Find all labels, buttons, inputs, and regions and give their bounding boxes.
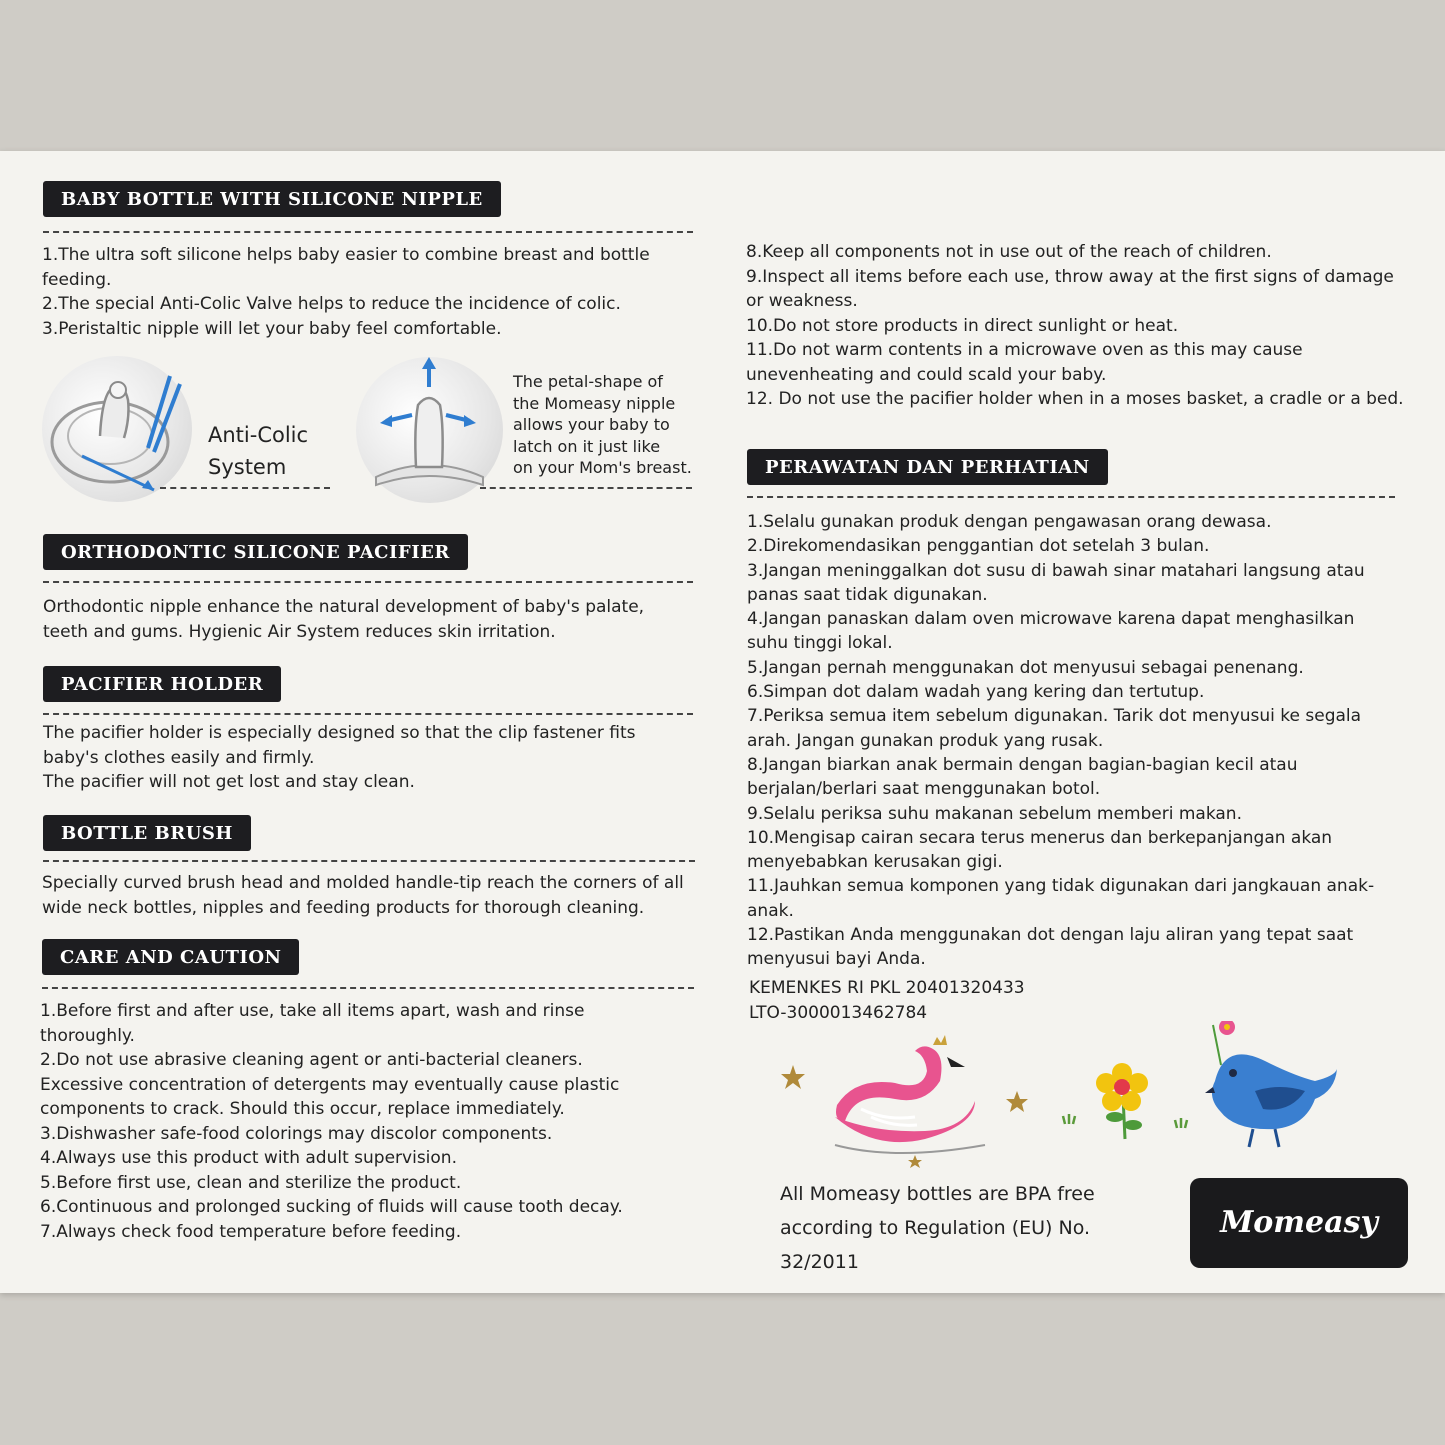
list-item: 12. Do not use the pacifier holder when in a moses basket, a cradle or a bed.: [746, 389, 1404, 409]
list-item: 2.Direkomendasikan penggantian dot setelah 3 bulan.: [747, 536, 1210, 557]
divider: [43, 231, 693, 233]
petal-pointer-line: [480, 487, 692, 489]
section-header-baby-bottle: BABY BOTTLE WITH SILICONE NIPPLE: [43, 181, 501, 217]
registration-numbers: [749, 976, 1149, 1025]
decorative-illustrations: [775, 1021, 1355, 1171]
bird-icon: [1205, 1021, 1337, 1147]
list-item: 4.Jangan panaskan dalam oven microwave karena dapat menghasilkan suhu tinggi lokal.: [747, 609, 1355, 654]
list-item: 7.Periksa semua item sebelum digunakan. Tarik dot menyusui ke segala arah. Jangan gunakan produk yang rusak.: [747, 706, 1362, 751]
list-item: 8.Jangan biarkan anak bermain dengan bagian-bagian kecil atau berjalan/berlari saat menggunakan botol.: [747, 754, 1298, 800]
perawatan-list: [747, 510, 1397, 972]
bottle-feature-2: 2.The special Anti-Colic Valve helps to reduce the incidence of colic.: [42, 294, 621, 314]
list-item: 1.Selalu gunakan produk dengan pengawasan orang dewasa.: [747, 512, 1272, 532]
bottle-feature-1: 1.The ultra soft silicone helps baby easier to combine breast and bottle feeding.: [42, 245, 650, 290]
anti-colic-caption: Anti-Colic System: [208, 423, 309, 479]
divider: [43, 713, 693, 715]
list-item: 4.Always use this product with adult supervision.: [40, 1148, 457, 1168]
list-item: 6.Continuous and prolonged sucking of fluids will cause tooth decay.: [40, 1197, 623, 1217]
divider: [747, 496, 1395, 498]
nipple-illustration-icon: [42, 356, 192, 502]
divider: [42, 987, 694, 989]
list-item: 11.Do not warm contents in a microwave oven as this may cause unevenheating and could scald your baby.: [746, 340, 1303, 385]
list-item: 6.Simpan dot dalam wadah yang kering dan tertutup.: [747, 682, 1205, 703]
momeasy-logo: [1190, 1178, 1408, 1268]
care-caution-list-continued: [746, 240, 1410, 412]
bottle-feature-3: 3.Peristaltic nipple will let your baby feel comfortable.: [42, 318, 502, 339]
swan-icon: [835, 1035, 985, 1153]
flower-icon: [1096, 1063, 1148, 1139]
list-item: 3.Jangan meninggalkan dot susu di bawah sinar matahari langsung atau panas saat tidak digunakan.: [747, 560, 1365, 605]
section-header-care-caution: CARE AND CAUTION: [42, 939, 299, 975]
list-item: 5.Before first use, clean and sterilize the product.: [40, 1172, 462, 1193]
petal-caption: The petal-shape of the Momeasy nipple allows your baby to latch on it just like on your Mom's breast.: [513, 372, 692, 477]
care-caution-list: [40, 999, 650, 1244]
instruction-card: [0, 151, 1445, 1293]
section-header-perawatan: PERAWATAN DAN PERHATIAN: [747, 449, 1108, 485]
list-item: 11.Jauhkan semua komponen yang tidak digunakan dari jangkauan anak-anak.: [747, 876, 1375, 921]
pacifier-text: Orthodontic nipple enhance the natural development of baby's palate, teeth and gums. Hygienic Air System reduces skin irritation.: [43, 597, 645, 642]
star-icon: [1006, 1091, 1028, 1112]
logo-wordmark: Momeasy: [1220, 1205, 1378, 1240]
bpa-free-statement: All Momeasy bottles are BPA free according to Regulation (EU) No. 32/2011: [780, 1183, 1095, 1273]
section-header-bottle-brush: BOTTLE BRUSH: [43, 815, 251, 851]
list-item: 10.Do not store products in direct sunlight or heat.: [746, 315, 1179, 336]
list-item: 1.Before first and after use, take all items apart, wash and rinse thoroughly.: [40, 1001, 585, 1046]
list-item: 12.Pastikan Anda menggunakan dot dengan laju aliran yang tepat saat menyusui bayi Anda.: [747, 925, 1354, 970]
divider: [43, 860, 695, 862]
list-item: 7.Always check food temperature before feeding.: [40, 1221, 462, 1242]
petal-nipple-illustration-icon: [356, 357, 503, 503]
star-icon: [908, 1155, 922, 1168]
list-item: 3.Dishwasher safe-food colorings may discolor components.: [40, 1123, 553, 1144]
bottle-brush-text: Specially curved brush head and molded handle-tip reach the corners of all wide neck bottles, nipples and feeding products for thorough cleaning.: [42, 873, 684, 918]
anti-colic-pointer-line: [160, 487, 330, 489]
list-item: 9.Inspect all items before each use, throw away at the first signs of damage or weakness.: [746, 266, 1394, 311]
anti-colic-nipple-image: [42, 356, 192, 502]
section-header-pacifier-holder: PACIFIER HOLDER: [43, 666, 281, 702]
kemenkes-number: KEMENKES RI PKL 20401320433: [749, 978, 1025, 998]
list-item: 10.Mengisap cairan secara terus menerus dan berkepanjangan akan menyebabkan kerusakan gigi.: [747, 827, 1333, 873]
lto-number: LTO-3000013462784: [749, 1002, 928, 1023]
section-header-pacifier: ORTHODONTIC SILICONE PACIFIER: [43, 534, 468, 570]
list-item: 2.Do not use abrasive cleaning agent or anti-bacterial cleaners. Excessive concentration of detergents may eventually cause plastic components to crack. Should this occur, replace immediately.: [40, 1050, 620, 1119]
divider: [43, 581, 693, 583]
list-item: 9.Selalu periksa suhu makanan sebelum memberi makan.: [747, 803, 1242, 824]
pacifier-holder-text: The pacifier holder is especially designed so that the clip fastener fits baby's clothes easily and firmly. The pacifier will not get lost and stay clean.: [43, 723, 636, 792]
petal-nipple-image: [356, 357, 503, 503]
bottle-features-text: [42, 243, 692, 341]
list-item: 5.Jangan pernah menggunakan dot menyusui sebagai penenang.: [747, 657, 1304, 678]
list-item: 8.Keep all components not in use out of the reach of children.: [746, 242, 1272, 262]
star-icon: [781, 1065, 805, 1089]
